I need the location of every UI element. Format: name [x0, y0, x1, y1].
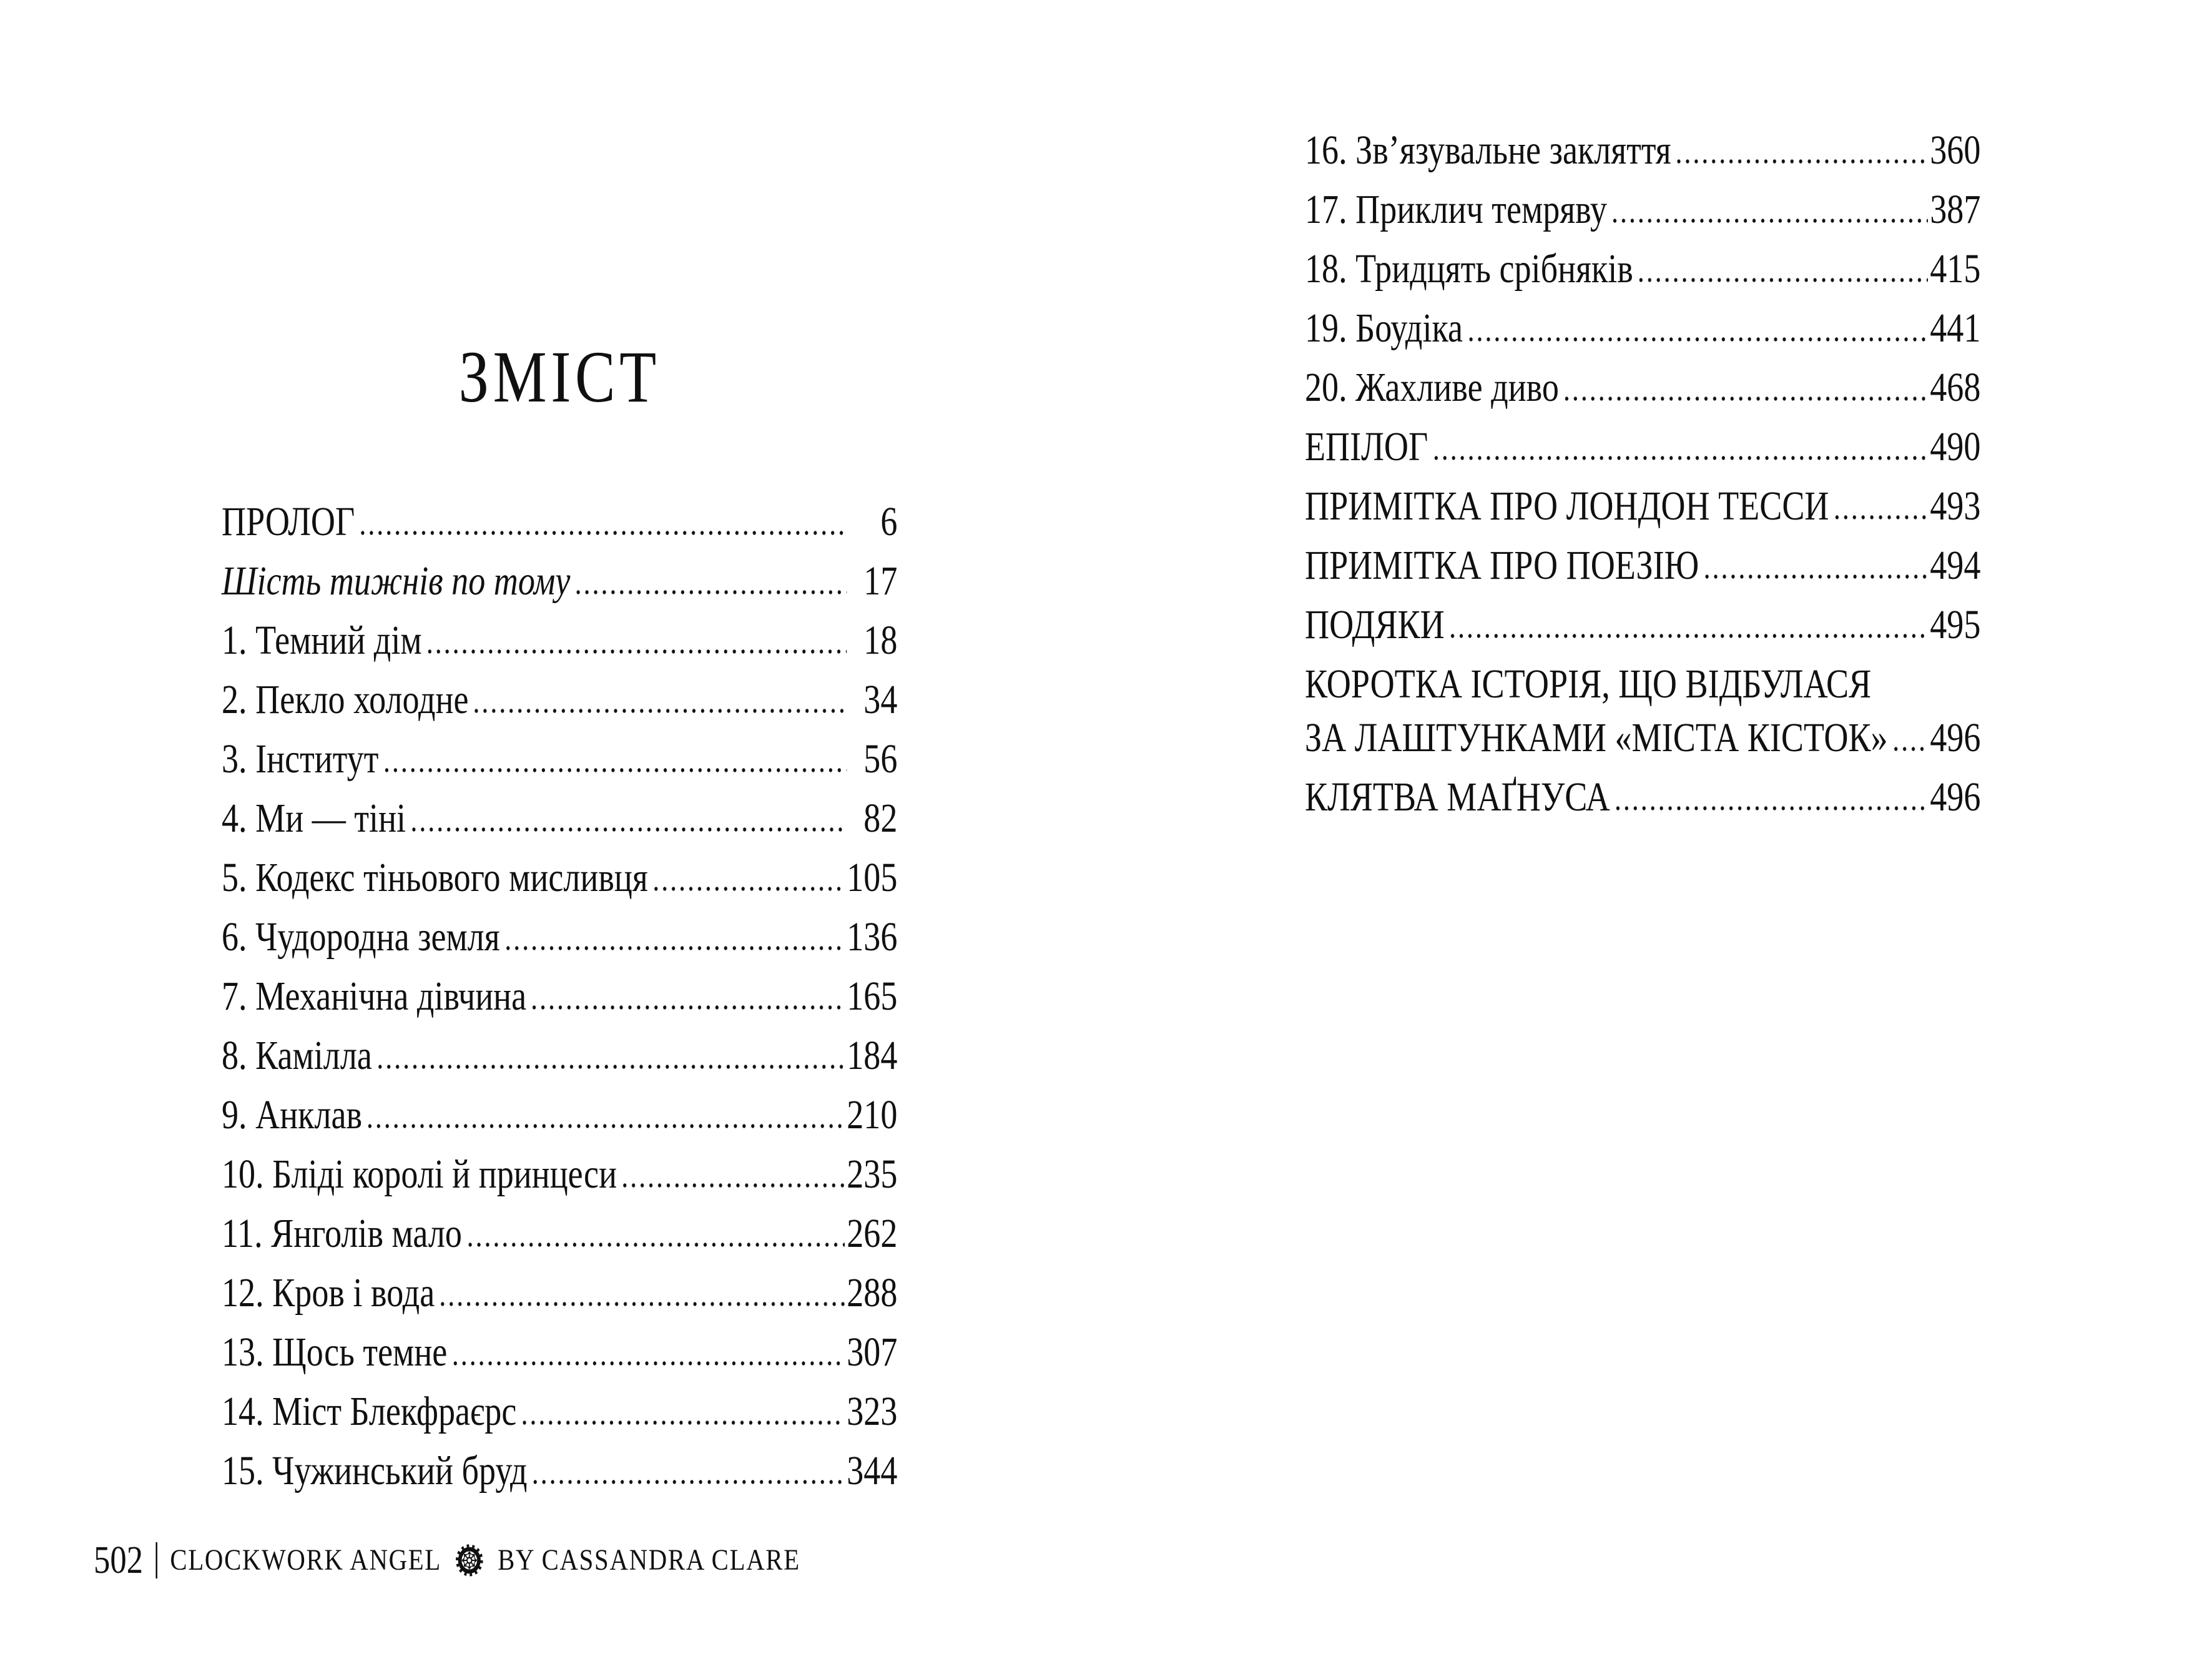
toc-row	[222, 620, 897, 661]
toc-entry-label: ЗА ЛАШТУНКАМИ «МІСТА КІСТОК»	[1305, 715, 1888, 761]
footer-byline: BY CASSANDRA CLARE	[498, 1543, 800, 1577]
toc-entry-page-number: 165	[847, 973, 898, 1019]
toc-row	[1305, 426, 1980, 468]
toc-leader-dots	[468, 1243, 845, 1247]
toc-entry-page-number: 82	[863, 795, 898, 841]
toc-entry-page-number: 56	[863, 736, 898, 782]
toc-entry-label: 17. Приклич темряву	[1305, 187, 1607, 232]
toc-entry-page-number: 344	[847, 1448, 898, 1494]
toc-entry-page-number: 105	[847, 855, 898, 900]
toc-row	[222, 1151, 898, 1197]
toc-row	[1305, 305, 1981, 351]
toc-leader-dots	[623, 1183, 845, 1188]
toc-entry	[222, 914, 898, 960]
toc-entry-label: КЛЯТВА МАҐНУСА	[1305, 774, 1610, 820]
toc-row	[222, 795, 898, 841]
toc-entry-page-number: 184	[847, 1033, 898, 1078]
toc-entry-page-number: 210	[847, 1092, 898, 1138]
toc-entry-label: 20. Жахливе диво	[1305, 365, 1559, 410]
toc-entry	[1305, 367, 1980, 408]
toc-leader-dots	[1639, 278, 1928, 282]
toc-entry	[222, 795, 898, 841]
toc-entry-page-number: 34	[863, 677, 898, 722]
toc-entry-label: 12. Кров і вода	[222, 1270, 435, 1316]
toc-entry	[222, 679, 897, 721]
toc-entry-page-number: 235	[847, 1151, 898, 1197]
toc-entry	[1305, 246, 1981, 292]
toc-entry-page-number: 490	[1930, 424, 1981, 470]
toc-entry	[222, 1092, 898, 1138]
toc-entry	[222, 857, 897, 898]
toc-leader-dots	[654, 887, 845, 891]
page-footer	[94, 1541, 800, 1580]
toc-row	[1305, 604, 1980, 646]
toc-row	[1305, 189, 1980, 230]
toc-entry	[222, 1329, 898, 1375]
toc-entry	[1305, 661, 1981, 761]
toc-row	[1305, 483, 1981, 529]
toc-entry-label: 15. Чужинський бруд	[222, 1448, 528, 1494]
toc-row	[1305, 717, 1980, 759]
toc-row	[222, 558, 898, 604]
toc-entries-back-matter	[1305, 426, 1980, 818]
toc-entry-label: 2. Пекло холодне	[222, 677, 469, 722]
toc-entry-page-number: 493	[1930, 483, 1981, 529]
toc-entry-label: 1. Темний дім	[222, 618, 422, 663]
toc-entry	[222, 620, 897, 661]
toc-entry-page-number: 288	[847, 1270, 898, 1316]
toc-entry-page-number: 307	[847, 1329, 898, 1375]
toc-entry-page-number: 494	[1930, 543, 1981, 588]
toc-leader-dots	[1678, 159, 1928, 164]
toc-leader-dots	[428, 649, 847, 654]
toc-entry-page-number: 415	[1930, 246, 1981, 292]
toc-row	[222, 1329, 898, 1375]
toc-leader-dots	[412, 827, 847, 832]
toc-entry	[1305, 127, 1981, 173]
toc-row	[222, 857, 897, 898]
toc-row	[222, 501, 897, 543]
toc-entry	[222, 1151, 898, 1197]
toc-entry-page-number: 495	[1930, 602, 1981, 647]
toc-leader-dots	[506, 946, 845, 950]
toc-leader-dots	[533, 1005, 845, 1010]
toc-entry	[1305, 483, 1981, 529]
toc-entry	[1305, 545, 1980, 586]
toc-entries-right-chapters	[1305, 127, 1981, 410]
toc-entry-label: 9. Анклав	[222, 1092, 363, 1138]
toc-leader-dots	[1451, 634, 1928, 638]
toc-entry-page-number: 18	[863, 618, 898, 663]
toc-leader-dots	[441, 1302, 845, 1306]
toc-entry	[222, 501, 897, 543]
toc-leader-dots	[576, 590, 847, 594]
toc-leader-dots	[523, 1420, 845, 1425]
toc-entry-page-number: 387	[1930, 187, 1981, 232]
toc-entry	[222, 1391, 897, 1432]
toc-leader-dots	[1616, 806, 1928, 810]
toc-entry-label: ПОДЯКИ	[1305, 602, 1445, 647]
toc-entry-page-number: 360	[1930, 127, 1981, 173]
toc-entry-page-number: 262	[847, 1211, 898, 1256]
toc-row	[222, 736, 898, 782]
toc-entry-label: 8. Камілла	[222, 1033, 372, 1078]
toc-leader-dots	[385, 768, 847, 772]
toc-entry-page-number: 496	[1930, 774, 1981, 820]
toc-row	[222, 973, 898, 1019]
toc-row	[1305, 127, 1981, 173]
toc-entry-page-number: 17	[863, 558, 898, 604]
toc-leader-dots	[368, 1124, 845, 1128]
toc-leader-dots	[1565, 396, 1928, 401]
toc-entry	[1305, 604, 1980, 646]
toc-row	[1305, 246, 1981, 292]
toc-entry-label: 19. Боудіка	[1305, 305, 1463, 351]
toc-entry	[1305, 189, 1980, 230]
toc-entry-page-number: 323	[847, 1389, 898, 1434]
toc-left-column	[222, 336, 898, 1510]
toc-entry	[1305, 305, 1981, 351]
toc-entry-label: 16. Зв’язувальне закляття	[1305, 127, 1671, 173]
footer-book-title: CLOCKWORK ANGEL	[170, 1543, 442, 1577]
toc-leader-dots	[1613, 219, 1928, 223]
toc-entry-label: 18. Тридцять срібняків	[1305, 246, 1633, 292]
toc-entry	[1305, 774, 1981, 820]
toc-entry-label: 7. Механічна дівчина	[222, 973, 527, 1019]
toc-row	[222, 1270, 898, 1316]
toc-entry	[222, 973, 898, 1019]
toc-leader-dots	[474, 709, 847, 713]
toc-entry-label: ПРИМІТКА ПРО ЛОНДОН ТЕССИ	[1305, 483, 1829, 529]
toc-entry-label: 14. Міст Блекфраєрс	[222, 1389, 517, 1434]
toc-entry-label: 6. Чудородна земля	[222, 914, 500, 960]
toc-entry-label: Шість тижнів по тому	[222, 558, 571, 604]
footer-divider	[155, 1542, 157, 1578]
toc-entry-label: ЕПІЛОГ	[1305, 424, 1428, 470]
toc-leader-dots	[533, 1480, 845, 1484]
toc-row	[222, 679, 897, 721]
toc-entry-label: 4. Ми — тіні	[222, 795, 406, 841]
toc-row	[1305, 367, 1980, 408]
toc-entry-label: 13. Щось темне	[222, 1329, 448, 1375]
toc-entry-label: 3. Інститут	[222, 736, 379, 782]
toc-entry-label: ПРИМІТКА ПРО ПОЕЗІЮ	[1305, 543, 1699, 588]
toc-entry-label: 5. Кодекс тіньового мисливця	[222, 855, 648, 900]
toc-entry	[222, 1270, 898, 1316]
toc-entry-label: 10. Бліді королі й принцеси	[222, 1151, 617, 1197]
toc-row	[222, 914, 898, 960]
toc-right-column	[1305, 127, 1981, 836]
toc-row	[222, 1213, 897, 1254]
page-title: ЗМІСТ	[458, 336, 661, 418]
toc-leader-dots	[361, 531, 847, 535]
toc-row	[222, 1391, 897, 1432]
toc-leader-dots	[1894, 747, 1928, 751]
toc-entry	[222, 558, 898, 604]
toc-entry	[222, 736, 898, 782]
toc-entry-page-number: 136	[847, 914, 898, 960]
footer-page-number: 502	[94, 1539, 144, 1582]
toc-entry	[1305, 426, 1980, 468]
gear-icon	[454, 1542, 484, 1578]
toc-entry-label: ПРОЛОГ	[222, 499, 355, 544]
toc-entry-label: 11. Янголів мало	[222, 1211, 463, 1256]
toc-entry-page-number: 468	[1930, 365, 1981, 410]
toc-entries-left	[222, 501, 897, 1492]
toc-leader-dots	[1835, 515, 1928, 519]
toc-row	[222, 1092, 898, 1138]
toc-entry	[222, 1213, 897, 1254]
toc-entry-page-number: 441	[1930, 305, 1981, 351]
toc-row	[1305, 545, 1980, 586]
toc-entry-label-line1: КОРОТКА ІСТОРІЯ, ЩО ВІДБУЛАСЯ	[1305, 661, 1872, 707]
toc-entry-page-number: 6	[880, 499, 898, 544]
toc-entry	[222, 1450, 897, 1492]
toc-row	[222, 1035, 897, 1076]
toc-row	[222, 1450, 897, 1492]
toc-leader-dots	[378, 1065, 845, 1069]
toc-leader-dots	[1469, 337, 1928, 342]
toc-row	[1305, 774, 1981, 820]
toc-leader-dots	[1434, 456, 1928, 460]
toc-entry-page-number: 496	[1930, 715, 1981, 761]
toc-leader-dots	[453, 1361, 845, 1366]
toc-leader-dots	[1705, 574, 1928, 579]
toc-entry	[222, 1035, 897, 1076]
